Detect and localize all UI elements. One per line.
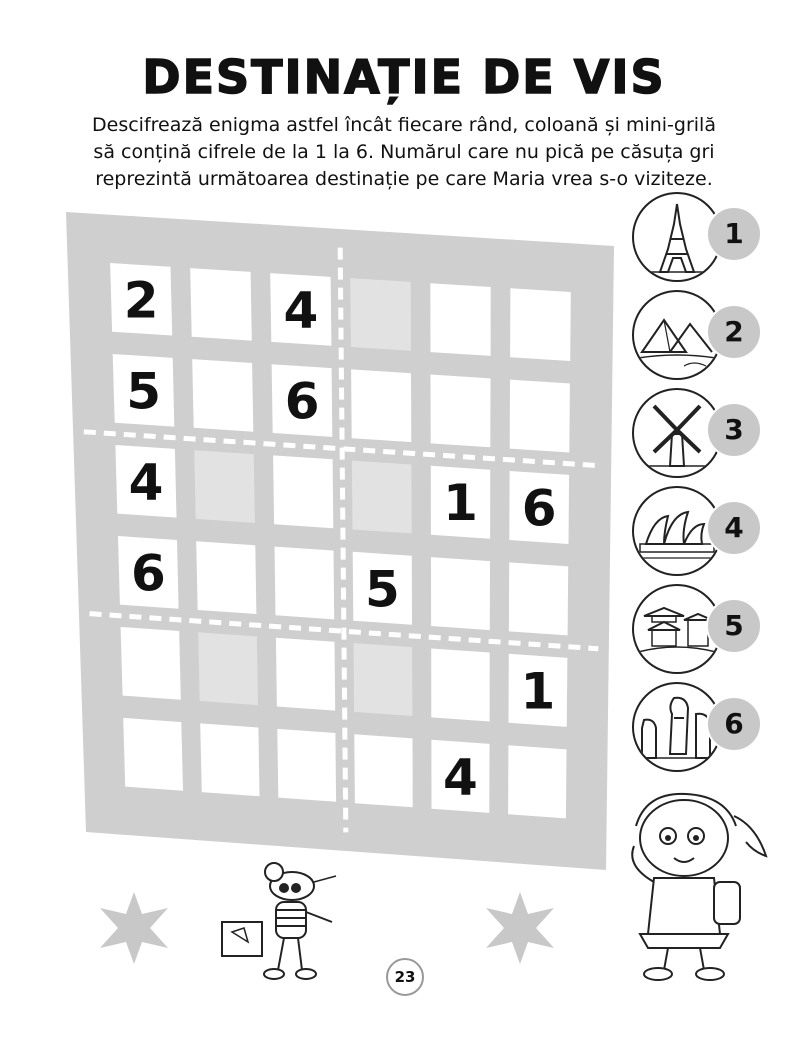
destination-number: 6 xyxy=(706,696,762,752)
sudoku-cell[interactable] xyxy=(275,547,335,620)
sudoku-cell[interactable] xyxy=(508,745,566,818)
sudoku-cell[interactable] xyxy=(431,375,491,448)
sudoku-digit: 1 xyxy=(443,474,478,533)
sudoku-digit: 4 xyxy=(283,281,319,340)
sudoku-gray-cell[interactable] xyxy=(352,461,412,534)
sudoku-digit: 4 xyxy=(128,453,164,512)
sudoku-cell[interactable] xyxy=(277,729,336,802)
destination-number: 1 xyxy=(706,206,762,262)
destination-item xyxy=(630,192,760,282)
sudoku-cell[interactable] xyxy=(431,649,490,722)
sudoku-cell[interactable] xyxy=(121,627,181,700)
sudoku-digit: 4 xyxy=(443,748,478,807)
destination-number: 5 xyxy=(706,598,762,654)
sudoku-gray-cell[interactable] xyxy=(350,278,411,351)
destination-item xyxy=(630,682,760,772)
destination-item xyxy=(630,584,760,674)
sudoku-cell[interactable] xyxy=(509,562,568,635)
sudoku-cell[interactable] xyxy=(351,369,411,442)
sudoku-digit: 5 xyxy=(365,560,400,619)
sudoku-cell[interactable] xyxy=(510,288,571,361)
star-icon xyxy=(96,890,172,966)
destination-number: 4 xyxy=(706,500,762,556)
mouse-traveler-icon xyxy=(214,858,354,988)
page-title: DESTINAȚIE DE VIS xyxy=(142,50,666,104)
sudoku-cell[interactable] xyxy=(431,557,490,630)
destination-item xyxy=(630,290,760,380)
destination-number: 2 xyxy=(706,304,762,360)
sudoku-digit: 5 xyxy=(126,362,161,421)
sudoku-cell[interactable] xyxy=(192,359,253,432)
destination-number: 3 xyxy=(706,402,762,458)
sudoku-digit: 6 xyxy=(284,372,320,431)
girl-maria-icon xyxy=(596,786,772,982)
instructions-line: să conțină cifrele de la 1 la 6. Numărul care nu pică pe căsuța gri xyxy=(93,141,715,163)
sudoku-digit: 6 xyxy=(521,479,557,538)
star-icon xyxy=(482,890,558,966)
sudoku-cell[interactable] xyxy=(510,380,570,453)
destination-item xyxy=(630,486,760,576)
sudoku-cell[interactable] xyxy=(273,455,333,528)
sudoku-cell[interactable] xyxy=(200,723,259,796)
sudoku-gray-cell[interactable] xyxy=(194,450,255,523)
sudoku-cell[interactable] xyxy=(123,718,183,791)
sudoku-gray-cell[interactable] xyxy=(354,643,413,716)
sudoku-gray-cell[interactable] xyxy=(198,632,258,705)
sudoku-cell[interactable] xyxy=(196,541,256,614)
sudoku-cell[interactable] xyxy=(190,268,252,341)
destination-item xyxy=(630,388,760,478)
page-number: 23 xyxy=(386,958,424,996)
sudoku-digit: 6 xyxy=(131,544,166,603)
sudoku-cell[interactable] xyxy=(276,638,335,711)
instructions-line: reprezintă următoarea destinație pe care Maria vrea s-o viziteze. xyxy=(95,168,713,190)
instructions-line: Descifrează enigma astfel încât fiecare rând, coloană și mini-grilă xyxy=(92,114,716,136)
sudoku-digit: 2 xyxy=(123,271,159,330)
sudoku-digit: 1 xyxy=(520,662,556,721)
sudoku-cell[interactable] xyxy=(430,283,490,356)
sudoku-cell[interactable] xyxy=(354,734,412,807)
